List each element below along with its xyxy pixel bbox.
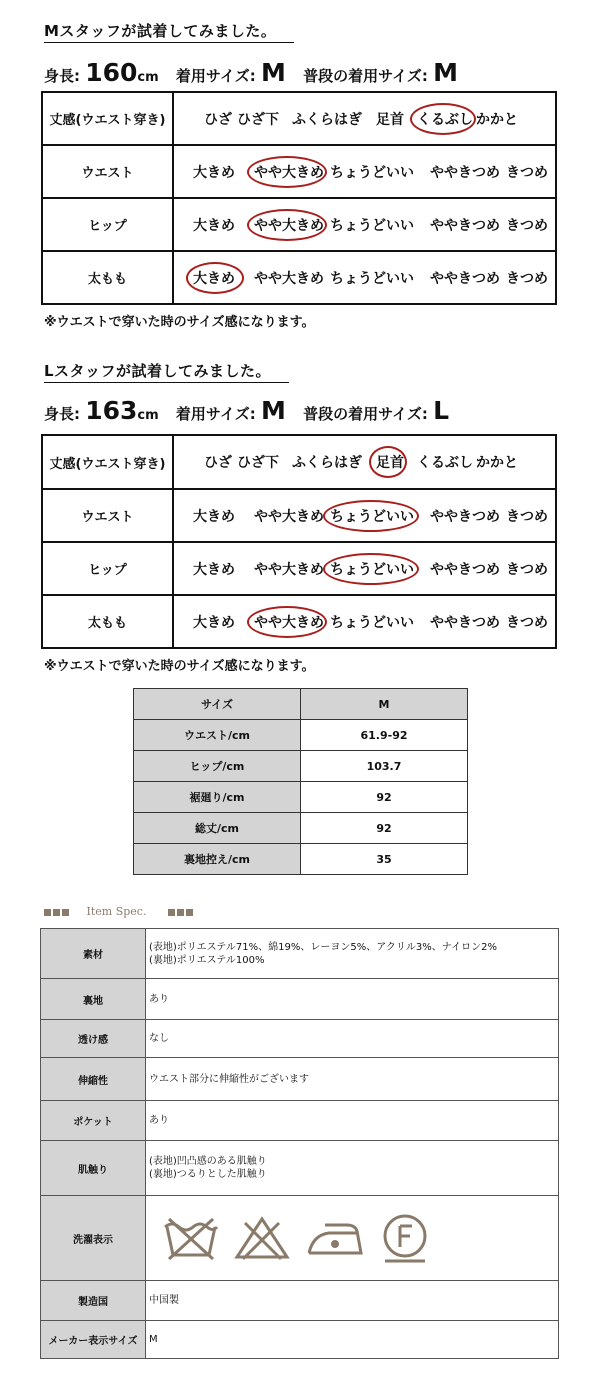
spec-row-value [146, 929, 559, 979]
fit-option: ちょうどいい [330, 614, 414, 631]
size-row-value: 92 [301, 782, 468, 813]
fit-option: ややきつめ [430, 614, 500, 631]
fit-option: きつめ [506, 614, 548, 631]
fit-option: きつめ [506, 164, 548, 181]
fit-option: ふくらはぎ [292, 111, 362, 128]
spec-row-value [146, 1321, 559, 1359]
fit-row-label: 丈感(ウエスト穿き) [42, 435, 173, 489]
fit-option: ちょうどいい [330, 217, 414, 234]
size-row [134, 844, 468, 875]
usual-size-label: 普段の着用サイズ: [303, 67, 428, 85]
fit-row-label: 丈感(ウエスト穿き) [42, 92, 173, 145]
spec-row-label: 肌触り [41, 1141, 146, 1196]
fit-row-options [173, 92, 556, 145]
size-row-label: ウエスト/cm [134, 720, 301, 751]
fit-option: やや大きめ [254, 561, 324, 578]
spec-row [41, 929, 559, 979]
fit-option: やや大きめ [254, 270, 324, 287]
selected-ring [247, 209, 327, 241]
fit-option: 大きめ [193, 164, 235, 181]
spec-row-value [146, 1020, 559, 1058]
spec-line: あり [149, 993, 169, 1005]
item-spec-table [40, 928, 559, 1359]
fit-option: ややきつめ [430, 164, 500, 181]
spec-row [41, 1058, 559, 1101]
spec-row-value [146, 1101, 559, 1141]
selected-ring [410, 103, 476, 135]
spec-line: (表地)凹凸感のある肌触り [149, 1156, 267, 1167]
size-row-label: ヒップ/cm [134, 751, 301, 782]
spec-row-label: 透け感 [41, 1020, 146, 1058]
fit-row [42, 435, 556, 489]
spec-row [41, 1101, 559, 1141]
spec-row-label: メーカー表示サイズ [41, 1321, 146, 1359]
fit-table-l [41, 434, 557, 649]
fit-option: ややきつめ [430, 217, 500, 234]
spec-row-label: 伸縮性 [41, 1058, 146, 1101]
dry-clean-f-icon [379, 1212, 431, 1264]
size-table-header [134, 689, 468, 720]
spec-line: あり [149, 1115, 169, 1126]
usual-size-value: M [433, 58, 459, 87]
fit-option: ふくらはぎ [292, 455, 362, 471]
spec-row-label: 裏地 [41, 979, 146, 1020]
fit-row-options [173, 198, 556, 251]
spec-row [41, 979, 559, 1020]
fit-row-label: 太もも [42, 595, 173, 648]
wear-size-value: M [260, 58, 286, 87]
spec-row-value [146, 1058, 559, 1101]
spec-row-value [146, 1281, 559, 1321]
size-row-label: 裾廻り/cm [134, 782, 301, 813]
size-row-label: 総丈/cm [134, 813, 301, 844]
size-row-value: 35 [301, 844, 468, 875]
size-row-value: 92 [301, 813, 468, 844]
staff-l-stats [44, 396, 449, 425]
size-row [134, 782, 468, 813]
staff-m-title: Mスタッフが試着してみました。 [44, 20, 294, 43]
spec-row-label: 洗濯表示 [41, 1196, 146, 1281]
spec-row-label: 製造国 [41, 1281, 146, 1321]
wash-icons [149, 1212, 555, 1264]
spec-line: (裏地)ポリエステル100% [149, 954, 265, 966]
no-bleach-icon [233, 1215, 291, 1261]
height-label: 身長: [44, 405, 80, 423]
fit-note-l: ※ウエストで穿いた時のサイズ感になります。 [44, 659, 315, 674]
fit-option: ひざ下 [237, 111, 279, 128]
fit-option: くるぶし [417, 111, 473, 128]
fit-option: 大きめ [193, 217, 235, 234]
selected-ring [186, 262, 244, 294]
selected-ring [247, 606, 327, 638]
spec-line: 中国製 [149, 1295, 179, 1306]
height-value: 160 [85, 58, 138, 87]
spec-row-label: 素材 [41, 929, 146, 979]
wear-size-label: 着用サイズ: [175, 67, 256, 85]
fit-option: きつめ [506, 217, 548, 234]
selected-ring [247, 156, 327, 188]
selected-ring [369, 446, 407, 478]
fit-option: ちょうどいい [330, 270, 414, 287]
size-row-label: 裏地控え/cm [134, 844, 301, 875]
fit-row [42, 92, 556, 145]
fit-option: 大きめ [193, 508, 235, 525]
iron-low-icon [305, 1215, 365, 1261]
fit-row-label: ヒップ [42, 542, 173, 595]
spec-row-value [146, 1141, 559, 1196]
spec-line: M [149, 1334, 158, 1345]
fit-row [42, 595, 556, 648]
fit-row [42, 542, 556, 595]
fit-row-label: ヒップ [42, 198, 173, 251]
spec-row [41, 1196, 559, 1281]
selected-ring [323, 500, 419, 532]
fit-option: かかと [476, 111, 518, 128]
spec-row-value [146, 979, 559, 1020]
item-spec-heading: Item Spec. [44, 905, 195, 918]
height-label: 身長: [44, 67, 80, 85]
fit-option: 大きめ [193, 270, 235, 287]
fit-row-options [173, 145, 556, 198]
fit-option: きつめ [506, 508, 548, 525]
fit-row-label: ウエスト [42, 145, 173, 198]
no-wash-icon [163, 1215, 219, 1261]
size-table [133, 688, 468, 875]
spec-row [41, 1281, 559, 1321]
spec-line: (裏地)つるりとした肌触り [149, 1169, 267, 1180]
fit-option: かかと [476, 455, 518, 471]
fit-option: 大きめ [193, 614, 235, 631]
fit-row-options [173, 251, 556, 304]
usual-size-label: 普段の着用サイズ: [303, 405, 428, 423]
size-row-value: 61.9-92 [301, 720, 468, 751]
height-value: 163 [85, 396, 138, 425]
size-row-value: 103.7 [301, 751, 468, 782]
fit-option: ひざ [204, 455, 232, 471]
height-unit: cm [137, 70, 159, 85]
spec-line: ウエスト部分に伸縮性がございます [149, 1073, 309, 1085]
spec-line: (表地)ポリエステル71%、綿19%、レーヨン5%、アクリル3%、ナイロン2% [149, 941, 497, 953]
spec-row-label: ポケット [41, 1101, 146, 1141]
size-row [134, 720, 468, 751]
size-header-label: サイズ [134, 689, 301, 720]
size-row [134, 813, 468, 844]
fit-option: くるぶし [417, 455, 473, 471]
fit-row-options [173, 595, 556, 648]
size-header-value: M [301, 689, 468, 720]
fit-option: ひざ [204, 111, 232, 128]
fit-option: きつめ [506, 270, 548, 287]
spec-row [41, 1321, 559, 1359]
staff-m-stats [44, 58, 458, 87]
spec-line: なし [149, 1033, 169, 1044]
selected-ring [323, 553, 419, 585]
fit-option: 足首 [376, 111, 404, 128]
fit-option: やや大きめ [254, 614, 324, 631]
fit-row-options [173, 489, 556, 542]
size-row [134, 751, 468, 782]
fit-row [42, 198, 556, 251]
fit-row-label: 太もも [42, 251, 173, 304]
fit-option: やや大きめ [254, 508, 324, 525]
staff-l-title: Lスタッフが試着してみました。 [44, 360, 289, 383]
fit-option: 足首 [376, 455, 404, 471]
fit-row [42, 145, 556, 198]
fit-option: ひざ下 [237, 455, 279, 471]
fit-row-options [173, 435, 556, 489]
wear-size-value: M [260, 396, 286, 425]
fit-option: 大きめ [193, 561, 235, 578]
wear-size-label: 着用サイズ: [175, 405, 256, 423]
fit-option: ややきつめ [430, 508, 500, 525]
fit-option: ちょうどいい [330, 164, 414, 181]
usual-size-value: L [433, 396, 450, 425]
fit-row-options [173, 542, 556, 595]
spec-row [41, 1020, 559, 1058]
fit-option: きつめ [506, 561, 548, 578]
fit-option: ちょうどいい [330, 508, 414, 525]
fit-row [42, 489, 556, 542]
fit-option: ややきつめ [430, 270, 500, 287]
fit-note-m: ※ウエストで穿いた時のサイズ感になります。 [44, 315, 315, 330]
fit-row-label: ウエスト [42, 489, 173, 542]
spec-row [41, 1141, 559, 1196]
fit-table-m [41, 91, 557, 305]
fit-option: ややきつめ [430, 561, 500, 578]
spec-row-value [146, 1196, 559, 1281]
fit-option: やや大きめ [254, 164, 324, 181]
fit-option: ちょうどいい [330, 561, 414, 578]
fit-row [42, 251, 556, 304]
height-unit: cm [137, 408, 159, 423]
fit-option: やや大きめ [254, 217, 324, 234]
